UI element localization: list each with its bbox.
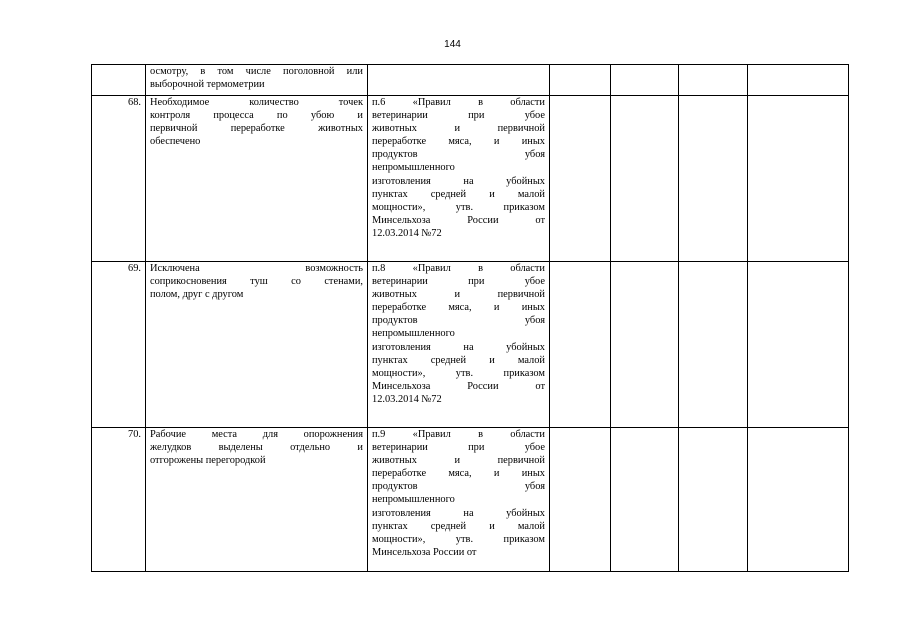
row-number: 68. (92, 96, 146, 262)
reference-cell (368, 428, 550, 572)
requirement-cell (146, 428, 368, 572)
empty-cell (679, 428, 748, 572)
requirement-cell-line: Рабочие места для опорожнения (150, 429, 363, 440)
reference-cell-line: п.8 «Правил в области (372, 263, 545, 274)
reference-cell-line: животных и первичной (372, 455, 545, 467)
reference-cell-line: продуктов убоя (372, 481, 545, 493)
reference-cell-line: Минсельхоза России от (372, 380, 545, 392)
requirement-cell (146, 65, 368, 96)
empty-cell (748, 262, 849, 428)
requirement-cell-line: полом, друг с другом (150, 289, 244, 301)
empty-cell (550, 262, 611, 428)
reference-cell-line: продуктов убоя (372, 315, 545, 327)
inspection-checklist-table (91, 64, 849, 572)
table-row (92, 96, 849, 262)
reference-cell-line: Минсельхоза России от (372, 546, 477, 558)
empty-cell (611, 262, 679, 428)
empty-cell (748, 96, 849, 262)
requirement-cell (146, 262, 368, 428)
row-number (92, 65, 146, 96)
reference-cell-line: мощности», утв. приказом (372, 201, 545, 213)
reference-cell-line: изготовления на убойных (372, 507, 545, 519)
reference-cell-line: 12.03.2014 №72 (372, 227, 442, 239)
reference-cell-line: 12.03.2014 №72 (372, 393, 442, 405)
empty-cell (550, 65, 611, 96)
table-row (92, 428, 849, 572)
empty-cell (611, 96, 679, 262)
requirement-cell-line: отгорожены перегородкой (150, 455, 266, 467)
reference-cell-line: ветеринарии при убое (372, 110, 545, 122)
reference-cell (368, 96, 550, 262)
reference-cell-line: п.6 «Правил в области (372, 97, 545, 108)
requirement-cell-line: Исключена возможность (150, 263, 363, 274)
reference-cell-line: продуктов убоя (372, 149, 545, 161)
empty-cell (611, 65, 679, 96)
requirement-cell-line: осмотру, в том числе поголовной или (150, 66, 363, 77)
empty-cell (748, 65, 849, 96)
requirement-cell-line: желудков выделены отдельно и (150, 442, 363, 454)
requirement-cell-line: обеспечено (150, 136, 201, 148)
table-row (92, 262, 849, 428)
reference-cell-line: переработке мяса, и иных (372, 468, 545, 480)
requirement-cell-line: соприкосновения туш со стенами, (150, 276, 363, 288)
page-number: 144 (444, 39, 461, 50)
table-row (92, 65, 849, 96)
reference-cell (368, 65, 550, 96)
empty-cell (550, 428, 611, 572)
reference-cell (368, 262, 550, 428)
reference-cell-line: животных и первичной (372, 289, 545, 301)
requirement-cell-line: Необходимое количество точек (150, 97, 363, 108)
empty-cell (550, 96, 611, 262)
reference-cell-line: ветеринарии при убое (372, 276, 545, 288)
row-number: 69. (92, 262, 146, 428)
empty-cell (679, 65, 748, 96)
requirement-cell-line: первичной переработке животных (150, 123, 363, 135)
empty-cell (748, 428, 849, 572)
reference-cell-line: пунктах средней и малой (372, 354, 545, 366)
reference-cell-line: пунктах средней и малой (372, 520, 545, 532)
requirement-cell (146, 96, 368, 262)
reference-cell-line: пунктах средней и малой (372, 188, 545, 200)
reference-cell-line: переработке мяса, и иных (372, 302, 545, 314)
requirement-cell-line: контроля процесса по убою и (150, 110, 363, 122)
reference-cell-line: непромышленного (372, 494, 455, 506)
reference-cell-line: непромышленного (372, 162, 455, 174)
reference-cell-line: непромышленного (372, 328, 455, 340)
reference-cell-line: переработке мяса, и иных (372, 136, 545, 148)
row-number: 70. (92, 428, 146, 572)
reference-cell-line: мощности», утв. приказом (372, 533, 545, 545)
reference-cell-line: изготовления на убойных (372, 341, 545, 353)
reference-cell-line: мощности», утв. приказом (372, 367, 545, 379)
reference-cell-line: Минсельхоза России от (372, 214, 545, 226)
reference-cell-line: ветеринарии при убое (372, 442, 545, 454)
reference-cell-line: изготовления на убойных (372, 175, 545, 187)
requirement-cell-line: выборочной термометрии (150, 79, 265, 91)
empty-cell (611, 428, 679, 572)
empty-cell (679, 262, 748, 428)
reference-cell-line: п.9 «Правил в области (372, 429, 545, 440)
reference-cell-line: животных и первичной (372, 123, 545, 135)
empty-cell (679, 96, 748, 262)
